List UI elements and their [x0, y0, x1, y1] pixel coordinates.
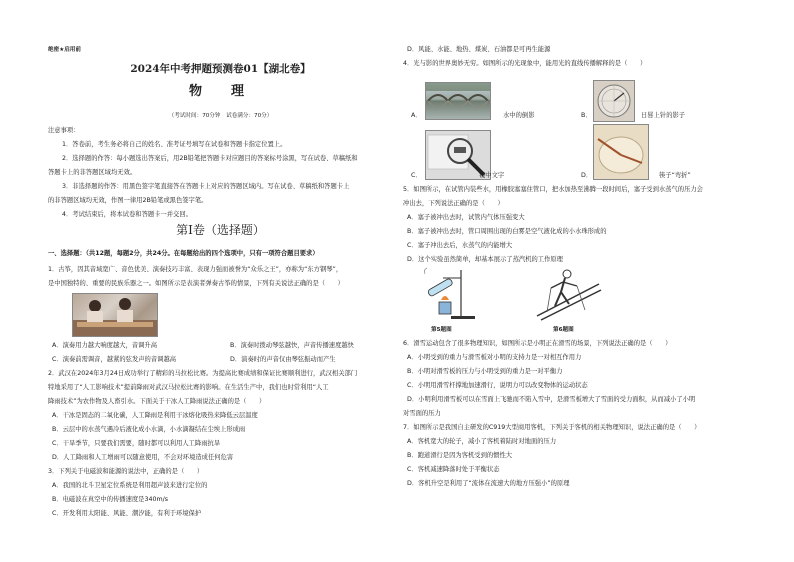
q6-option: A．小明受到的重力与滑雪板对小明的支持力是一对相互作用力 [407, 354, 582, 361]
q7-stem: 7．如图所示是我国自主研发的C919大型商用客机，下列关于客机的相关物理知识，说法正确的是（ ） [403, 424, 701, 431]
exam-info: （考试时间：70分钟 试卷满分：70分） [168, 113, 273, 119]
note-item: 答题卡上的非答题区域均无效。 [48, 169, 137, 176]
guzheng-photo [72, 293, 158, 337]
skier-figure [533, 264, 603, 324]
q2-option: B．云层中的水蒸气遇冷后液化成小水滴，小水滴凝结在尘埃上形成雨 [52, 426, 246, 433]
q5-option: D．这个实验虽然简单，却基本展示了蒸汽机的工作原理 [407, 256, 563, 263]
q2-option: C．干旱季节，只要我们需要，随时都可以利用人工降雨抗旱 [52, 440, 221, 447]
q2-option: A．干冰是固态的二氧化碳，人工降雨是利用干冰熔化吸热来降低云层温度 [52, 412, 258, 419]
q2-stem: 降雨技术”为农作物及人畜引水。下面关于干冰人工降雨说法正确的是（ ） [48, 398, 266, 405]
q5-option: B．塞子被冲出去时，管口周围出现的白雾是空气液化成的小水珠形成的 [407, 228, 607, 235]
q5-option: C．塞子冲出去后，水蒸气的内能增大 [407, 242, 513, 249]
q6-stem: 6．滑雪运动包含了很多物理知识，如图所示是小明正在滑雪的场景，下列说法正确的是（ ） [403, 340, 672, 347]
section-instruction: 一、选择题：（共12题，每题2分，共24分。在每题给出的四个选项中，只有一项符合题目要求） [48, 250, 319, 257]
q3-option: D．风能、水能、地热、煤炭、石油都是可再生能源 [407, 46, 551, 53]
sundial-photo [593, 80, 635, 122]
q4-label-c: C． [411, 172, 422, 179]
q1-option: C．演奏前需调音，越紧的弦发声的音调越高 [52, 356, 177, 363]
q7-option: C．客机减速降落时处于平衡状态 [407, 466, 500, 473]
note-item: 3．非选择题的作答：用黑色签字笔直接答在答题卡上对应的答题区域内。写在试卷、草稿纸和答题卡上 [62, 183, 350, 190]
notes-heading: 注意事项： [48, 127, 80, 134]
q7-option: B．跑道滑行是因为客机受到的惯性大 [407, 452, 513, 459]
chopsticks-photo [593, 124, 649, 180]
subject-title: 物 理 [188, 84, 252, 99]
q6-option: C．小明用滑雪杆撑地加速滑行，说明力可以改变物体的运动状态 [407, 382, 588, 389]
exam-title: 2024年中考押题预测卷01【湖北卷】 [130, 63, 311, 75]
q5-stem: 5．如图所示，在试管内装些水，用橡胶塞塞住管口，把水加热至沸腾一段时间后，塞子受到水蒸气的压力会 [403, 186, 703, 193]
q1-option: B．演奏时拨动琴弦越快，声音传播速度越快 [230, 342, 354, 349]
q3-option: B．电磁波在真空中的传播速度是340m/s [52, 496, 169, 503]
q4-label-d: D． [581, 172, 593, 179]
test-tube-figure [421, 266, 487, 322]
q1-stem: 1．古筝，因其音域宽广、音色优美、演奏技巧丰富、表现力强而被誉为“众乐之王”，亦称为“东方钢琴”， [48, 266, 343, 273]
q2-option: D．人工降雨和人工增雨可以随意使用，不会对环境造成任何危害 [52, 454, 234, 461]
q1-option: A．演奏用力越大响度越大，音调升高 [52, 342, 158, 349]
q1-option: D．演奏时的声音仅由琴弦振动而产生 [230, 356, 336, 363]
q6-option: D．小明利用滑雪板可以在雪面上飞驰而不陷入雪中，是滑雪板增大了雪面的受力面积，从而减小了小明 [407, 396, 696, 403]
note-item: 1．答卷前，考生务必将自己的姓名、准考证号填写在试卷和答题卡指定位置上。 [62, 141, 287, 148]
q6-option: B．小明对滑雪板的压力与小明受到的重力是一对平衡力 [407, 368, 563, 375]
fig6-caption: 第6题图 [553, 327, 574, 333]
reflection-photo [425, 82, 491, 120]
q3-option: A．我国的北斗卫星定位系统是利用超声波来进行定位的 [52, 482, 208, 489]
q4-label-d-text: 筷子“弯折” [659, 172, 691, 179]
q3-option: C．开发利用太阳能、风能、潮汐能，有利于环境保护 [52, 510, 202, 517]
q4-stem: 4．光与影的世界奥妙无穷。如图所示的光现象中，能用光的直线传播解释的是（ ） [403, 60, 647, 67]
q6-option-continued: 对雪面的压力 [403, 410, 441, 417]
q7-option: A．客机宽大的轮子，减小了客机着陆时对地面的压力 [407, 438, 557, 445]
q4-label-a: A． [411, 112, 422, 119]
q4-label-a-text: 水中的倒影 [503, 112, 535, 119]
q1-stem: 是中国独特的、重要的民族乐器之一。如图所示是表演者弹奏古筝的情景，下列有关说法正确的是（ ） [48, 280, 344, 287]
fig5-caption: 第5题图 [431, 327, 452, 333]
q4-label-c-text: 镜中文字 [479, 172, 505, 179]
note-item: 2．选择题的作答：每小题选出答案后，用2B铅笔把答题卡对应题目的答案标号涂黑，写在试卷、草稿纸和 [62, 155, 358, 162]
q3-stem: 3．下列关于电磁波和能源的说法中，正确的是（ ） [48, 468, 204, 475]
q2-stem: 特地采用了“人工影响技术”提前降雨对武汉马拉松比赛的影响。在生活生产中，我们也时常利用“人工 [48, 384, 329, 391]
secret-mark: 绝密★启用前 [48, 47, 81, 53]
q7-option: D．客机升空是利用了“流体在流速大的地方压强小”的原理 [407, 480, 570, 487]
q4-label-b: B． [581, 112, 592, 119]
q2-stem: 2．武汉在2024年3月24日成功举行了精彩的马拉松比赛。为提高比赛成绩和保证比赛顺利进行，武汉相关部门 [48, 370, 358, 377]
q4-label-b-text: 日晷上针的影子 [641, 112, 686, 119]
section-title: 第Ⅰ卷（选择题） [176, 223, 265, 237]
note-item: 的非答题区域均无效，作图一律用2B铅笔或黑色签字笔。 [48, 197, 208, 204]
q5-stem: 冲出去，下列说法正确的是（ ） [403, 200, 504, 207]
note-item: 4．考试结束后，将本试卷和答题卡一并交回。 [62, 211, 192, 218]
q5-option: A．塞子被冲出去时，试管内气体压强变大 [407, 214, 525, 221]
